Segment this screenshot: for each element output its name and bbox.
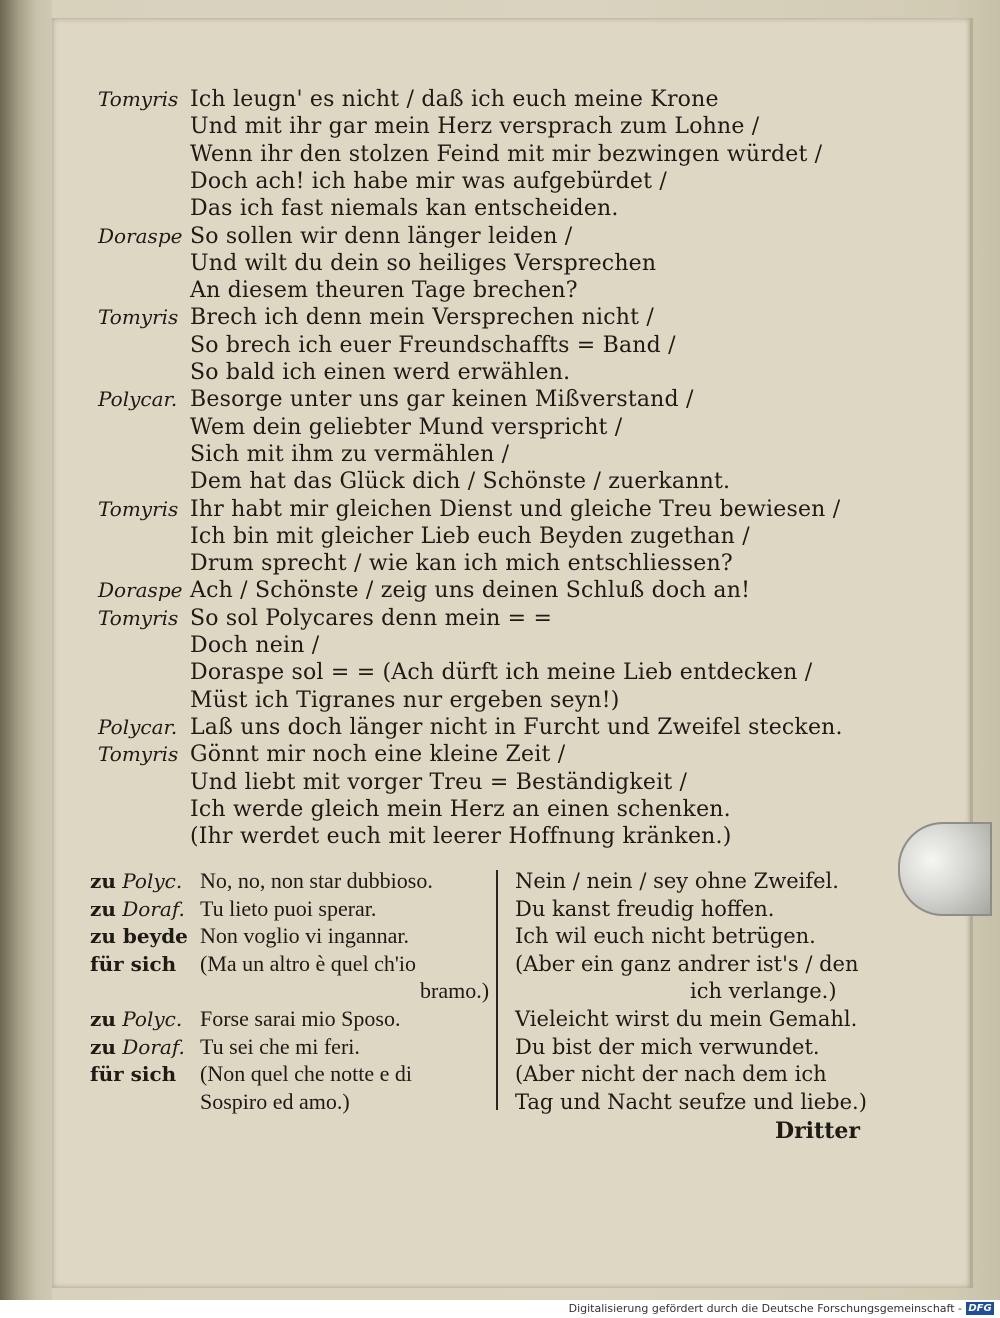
verse-text: Wenn ihr den stolzen Feind mit mir bezwingen würdet /: [190, 141, 823, 167]
italian-verse: Sospiro ed amo.): [200, 1088, 350, 1114]
verse-text: Drum sprecht / wie kan ich mich entschliessen?: [190, 551, 733, 577]
direction-prefix: zu: [90, 1007, 116, 1031]
verse-text: Besorge unter uns gar keinen Mißverstand /: [190, 387, 694, 413]
direction-prefix: für sich: [90, 951, 177, 976]
italian-verse: No, no, non star dubbioso.: [200, 868, 433, 893]
verse-text: Dem hat das Glück dich / Schönste / zuerkannt.: [190, 469, 731, 495]
verse-text: Und wilt du dein so heiliges Versprechen: [190, 250, 657, 276]
verse-text: Ich bin mit gleicher Lieb euch Beyden zugethan /: [190, 523, 750, 549]
verse-text: Doch ach! ich habe mir was aufgebürdet /: [190, 168, 667, 194]
verse-text: Und mit ihr gar mein Herz versprach zum Lohne /: [190, 114, 760, 140]
stage-direction: [90, 1032, 200, 1062]
direction-name: Doraf.: [122, 896, 185, 921]
verse-text: Und liebt mit vorger Treu = Beständigkeit /: [190, 769, 688, 795]
direction-prefix: zu: [90, 869, 116, 893]
verse-text: Doraspe sol = = (Ach dürft ich meine Lieb entdecken /: [190, 660, 813, 686]
direction-name: Polyc.: [122, 869, 183, 893]
verse-text: So brech ich euer Freundschaffts = Band /: [190, 332, 676, 358]
stage-direction: [90, 949, 200, 979]
verse-text: Ich leugn' es nicht / daß ich euch meine Krone: [190, 87, 719, 112]
italian-verse: Tu sei che mi feri.: [200, 1033, 360, 1059]
direction-name: Doraf.: [122, 1034, 185, 1059]
column-divider: [496, 870, 498, 1110]
italian-verse: Tu lieto puoi sperar.: [200, 895, 377, 921]
german-verse: ich verlange.): [690, 979, 837, 1004]
speaker-name: Polycar.: [98, 714, 178, 739]
speaker-name: Tomyris: [98, 742, 179, 767]
italian-verse: (Ma un altro è quel ch'io: [200, 950, 416, 976]
german-verse: Nein / nein / sey ohne Zweifel.: [515, 869, 839, 893]
stage-direction: [90, 1059, 200, 1089]
german-verse: Tag und Nacht seufze und liebe.): [515, 1089, 867, 1114]
direction-prefix: zu beyde: [90, 924, 188, 949]
german-verse: Du bist der mich verwundet.: [515, 1034, 820, 1059]
stage-direction: [90, 921, 200, 951]
german-verse: (Aber nicht der nach dem ich: [515, 1062, 827, 1087]
verse-text: So sollen wir denn länger leiden /: [190, 223, 573, 249]
speaker-name: Doraspe: [98, 578, 183, 603]
german-verse: Vieleicht wirst du mein Gemahl.: [515, 1007, 858, 1031]
verse-text: Das ich fast niemals kan entscheiden.: [190, 196, 619, 222]
speaker-name: Polycar.: [98, 387, 178, 412]
speaker-name: Tomyris: [98, 305, 179, 330]
stage-direction: [90, 1004, 200, 1034]
verse-text: Müst ich Tigranes nur ergeben seyn!): [190, 687, 620, 713]
direction-prefix: zu: [90, 896, 116, 921]
book-gutter: [0, 0, 52, 1300]
verse-text: Doch nein /: [190, 633, 320, 658]
verse-text: Ihr habt mir gleichen Dienst und gleiche Treu bewiesen /: [190, 496, 841, 522]
italian-verse: (Non quel che notte e di: [200, 1061, 412, 1087]
italian-verse: bramo.): [420, 978, 490, 1004]
german-verse: Ich wil euch nicht betrügen.: [515, 924, 816, 949]
speaker-name: Tomyris: [98, 496, 179, 521]
direction-prefix: für sich: [90, 1062, 177, 1087]
verse-text: Wem dein geliebter Mund verspricht /: [190, 414, 623, 440]
german-verse: (Aber ein ganz andrer ist's / den: [515, 951, 859, 976]
verse-text: Gönnt mir noch eine kleine Zeit /: [190, 742, 566, 768]
german-verse: Du kanst freudig hoffen.: [515, 896, 775, 921]
dfg-logo: DFG: [966, 1302, 994, 1315]
verse-text: Brech ich denn mein Versprechen nicht /: [190, 305, 654, 331]
speaker-name: Tomyris: [98, 87, 179, 111]
page-clip: [898, 822, 992, 916]
verse-text: An diesem theuren Tage brechen?: [190, 278, 578, 304]
direction-prefix: zu: [90, 1034, 116, 1059]
verse-text: So bald ich einen werd erwählen.: [190, 360, 571, 385]
stage-direction: [90, 866, 200, 896]
catchword: Dritter: [775, 1118, 860, 1144]
verse-text: Sich mit ihm zu vermählen /: [190, 441, 510, 467]
footer-credit: Digitalisierung gefördert durch die Deutsche Forschungsgemeinschaft -: [568, 1302, 962, 1315]
verse-text: Laß uns doch länger nicht in Furcht und Zweifel stecken.: [190, 714, 843, 740]
direction-name: Polyc.: [122, 1007, 183, 1031]
verse-text: (Ihr werdet euch mit leerer Hoffnung kränken.): [190, 824, 732, 850]
verse-text: So sol Polycares denn mein = =: [190, 605, 553, 631]
speaker-name: Doraspe: [98, 223, 183, 248]
verse-text: Ach / Schönste / zeig uns deinen Schluß doch an!: [190, 578, 751, 604]
verse-text: Ich werde gleich mein Herz an einen schenken.: [190, 796, 731, 822]
italian-verse: Non voglio vi ingannar.: [200, 923, 409, 949]
speaker-name: Tomyris: [98, 605, 179, 630]
stage-direction: [90, 894, 200, 924]
italian-verse: Forse sarai mio Sposo.: [200, 1006, 401, 1031]
